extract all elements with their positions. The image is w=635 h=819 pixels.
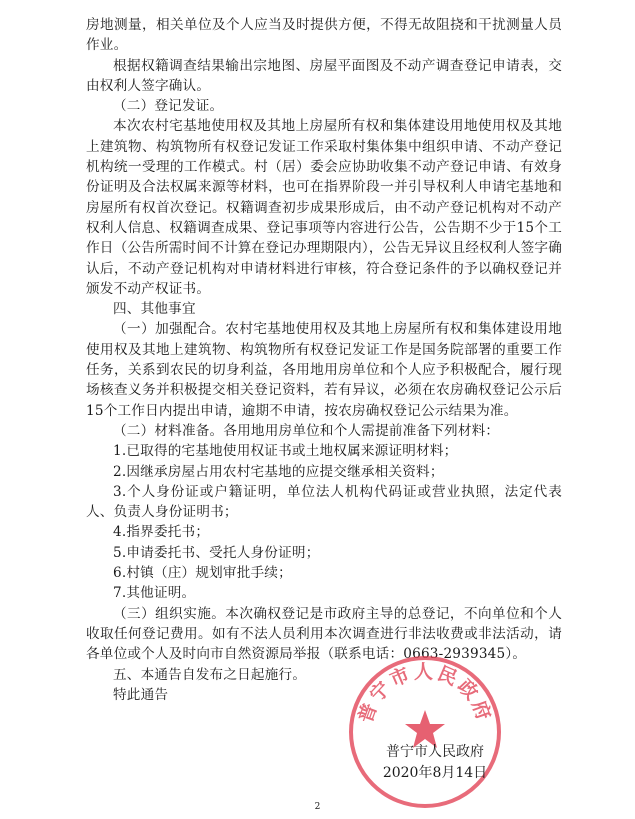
paragraph: 根据权籍调查结果输出宗地图、房屋平面图及不动产调查登记申请表，交由权利人签字确认。	[86, 57, 562, 94]
paragraph: 特此通告	[113, 686, 169, 703]
paragraph: （一）加强配合。农村宅基地使用权及其地上房屋所有权和集体建设用地使用权及其地上建筑物、构筑物所有权登记发证工作是国务院部署的重要工作任务，关系到农民的切身利益，各用地用房单位和个人应予积极配合，履行现场核查义务并积极提交相关登记资料，若有异议，必须在农房确权登记公示后15个工作日内提出申请，逾期不申请，按农房确权登记公示结果为准。	[86, 321, 562, 419]
paragraph: 3.个人身份证或户籍证明，单位法人机构代码证或营业执照，法定代表人、负责人身份证明书；	[86, 483, 562, 521]
issue-date: 2020年8月14日	[382, 765, 488, 781]
paragraph: 本次农村宅基地使用权及其地上房屋所有权和集体建设用地使用权及其地上建筑物、构筑物所有权登记发证工作采取村集体集中组织申请、不动产登记机构统一受理的工作模式。村（居）委会应协助收集不动产登记申请、有效身份证明及合法权属来源等材料，也可在指界阶段一并引导权利人申请宅基地和房屋所有权首次登记。权籍调查初步成果形成后，由不动产登记机构对不动产权利人信息、权籍调查成果、登记事项等内容进行公告，公告期不少于15个工作日（公告所需时间不计算在登记办理期限内），公告无异议且经权利人签字确认后，不动产登记机构对申请材料进行审核，符合登记条件的予以确权登记并颁发不动产权证书。	[86, 118, 562, 297]
paragraph: 五、本通告自发布之日起施行。	[113, 666, 307, 683]
paragraph: （二）登记发证。	[113, 98, 224, 115]
paragraph: 2.因继承房屋占用农村宅基地的应提交继承相关资料；	[113, 463, 444, 480]
official-seal	[345, 652, 505, 812]
seal-lettering: 普宁市人民政府	[354, 661, 496, 726]
paragraph: （二）材料准备。各用地用房单位和个人需提前准备下列材料：	[113, 422, 500, 439]
paragraph: 7.其他证明。	[113, 585, 196, 602]
paragraph: 房地测量，相关单位及个人应当及时提供方便，不得无故阻挠和干扰测量人员作业。	[86, 17, 562, 54]
paragraph: 四、其他事宜	[113, 301, 196, 318]
paragraph: 5.申请委托书、受托人身份证明；	[113, 544, 320, 561]
paragraph: （三）组织实施。本次确权登记是市政府主导的总登记，不向单位和个人收取任何登记费用。如有不法人员利用本次调查进行非法收费或非法活动，请各单位或个人及时向市自然资源局举报（联系电话：0663-2939345）。	[86, 605, 562, 663]
notice-body	[86, 15, 562, 705]
paragraph: 1.已取得的宅基地使用权证书或土地权属来源证明材料；	[113, 443, 458, 460]
page-number: 2	[314, 802, 321, 812]
paragraph: 6.村镇（庄）规划审批手续；	[113, 565, 292, 582]
paragraph: 4.指界委托书；	[113, 524, 210, 541]
issuer-name: 普宁市人民政府	[386, 744, 484, 760]
